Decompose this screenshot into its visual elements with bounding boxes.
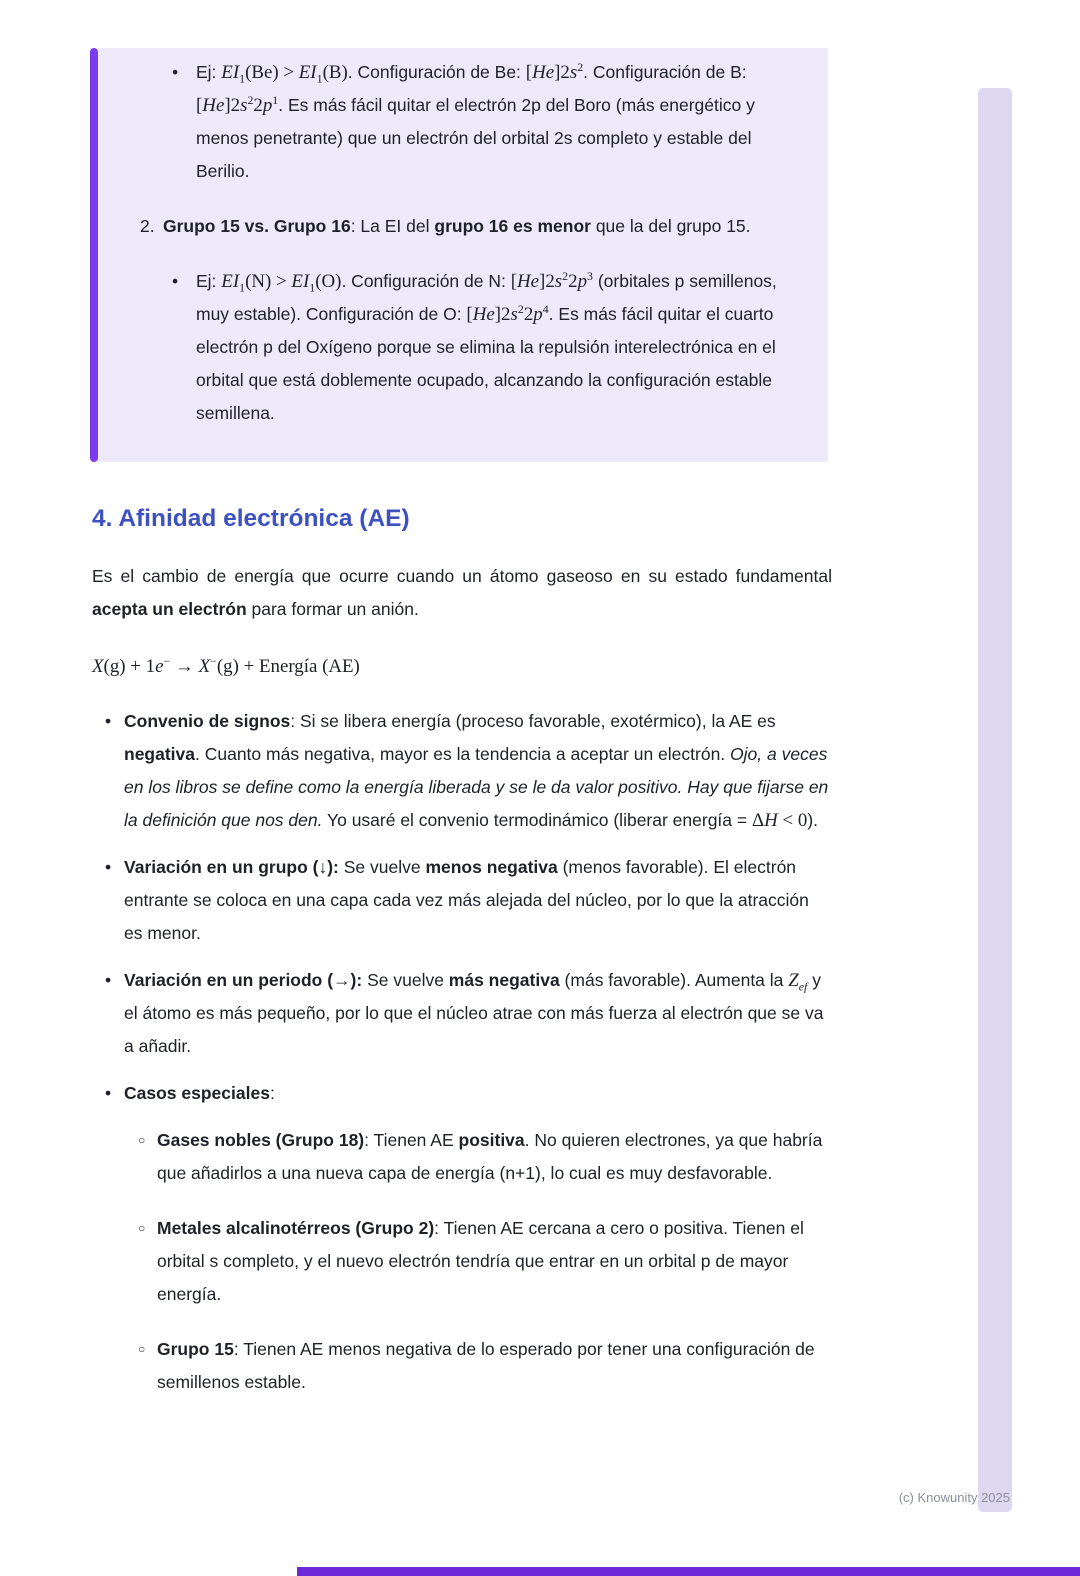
list-item-text: Metales alcalinotérreos (Grupo 2): Tienen AE cercana a cero o positiva. Tienen el orbital s completo, y el nuevo electrón tendría que entrar en un orbital p de mayor energía.	[157, 1218, 804, 1304]
bullet-disc-icon: •	[105, 857, 112, 877]
bullet-circle-icon: ○	[138, 1221, 146, 1235]
list-item-text: Variación en un periodo (→): Se vuelve más negativa (más favorable). Aumenta la $Z_{ef}$ y el átomo es más pequeño, por lo que el núcleo atrae con más fuerza al electrón que se va a añadir.	[124, 970, 824, 1056]
bullet-circle-icon: ○	[138, 1342, 146, 1356]
scrollbar-track[interactable]	[978, 88, 1012, 1512]
callout-body	[98, 48, 828, 462]
list-item	[105, 705, 832, 837]
main-content	[92, 504, 832, 1399]
bullet-circle-icon: ○	[138, 1133, 146, 1147]
bullet-disc-icon: •	[172, 271, 179, 291]
list-item	[138, 1212, 832, 1311]
bullet-disc-icon: •	[105, 1083, 112, 1103]
list-item-text: Ej: $EI_1(Be) > EI_1(B)$. Configuración de Be: $[He]2s^2$. Configuración de B: $[He]2s^22p^1$. Es más fácil quitar el electrón 2p del Boro (más energético y menos penetrante) que un electrón del orbital 2s completo y estable del Berilio.	[196, 60, 755, 181]
list-item	[105, 851, 832, 950]
list-item-text: Gases nobles (Grupo 18): Tienen AE positiva. No quieren electrones, ya que habría que añadirlos a una nueva capa de energía (n+1), lo cual es muy desfavorable.	[157, 1130, 823, 1183]
list-item-text: Ej: $EI_1(N) > EI_1(O)$. Configuración de N: $[He]2s^22p^3$ (orbitales p semillenos, muy estable). Configuración de O: $[He]2s^22p^4$. Es más fácil quitar el cuarto electrón p del Oxígeno porque se elimina la repulsión interelectrónica en el orbital que está doblemente ocupado, alcanzando la configuración estable semillena.	[196, 269, 777, 423]
list-item	[172, 265, 790, 430]
equation: X(g) + 1e− → X−(g) + Energía (AE)	[92, 654, 360, 677]
list-item	[138, 1124, 832, 1190]
list-item-text: Grupo 15: Tienen AE menos negativa de lo esperado por tener una configuración de semillenos estable.	[157, 1339, 815, 1392]
list-item-text: Grupo 15 vs. Grupo 16: La EI del grupo 16 es menor que la del grupo 15.	[163, 216, 751, 236]
list-item-text: Casos especiales:	[124, 1083, 275, 1103]
list-item	[172, 56, 790, 188]
list-item	[105, 964, 832, 1063]
bullet-disc-icon: •	[172, 62, 179, 82]
list-item-text: Variación en un grupo (↓): Se vuelve menos negativa (menos favorable). El electrón entrante se coloca en una capa cada vez más alejada del núcleo, por lo que la atracción es menor.	[124, 857, 809, 943]
list-item	[138, 1333, 832, 1399]
bullet-disc-icon: •	[105, 970, 112, 990]
list-number: 2.	[140, 216, 155, 236]
intro-paragraph: Es el cambio de energía que ocurre cuando un átomo gaseoso en su estado fundamental acepta un electrón para formar un anión.	[92, 566, 832, 619]
list-item-text: Convenio de signos: Si se libera energía (proceso favorable, exotérmico), la AE es negativa. Cuanto más negativa, mayor es la tendencia a aceptar un electrón. Ojo, a veces en los libros se define como la energía liberada y se le da valor positivo. Hay que fijarse en la definición que nos den. Yo usaré el convenio termodinámico (liberar energía = ΔH < 0).	[124, 711, 829, 831]
callout-accent-bar	[90, 48, 98, 462]
bullet-disc-icon: •	[105, 711, 112, 731]
list-item	[105, 1077, 832, 1110]
document-page	[0, 48, 1080, 1505]
bottom-accent-bar	[297, 1567, 1080, 1576]
numbered-list-item	[140, 210, 790, 243]
copyright-footer: (c) Knowunity 2025	[898, 1490, 1010, 1505]
bullet-list	[105, 705, 832, 1110]
callout-block	[90, 48, 828, 462]
sub-bullet-list	[138, 1124, 832, 1399]
section-heading: 4. Afinidad electrónica (AE)	[92, 505, 410, 532]
